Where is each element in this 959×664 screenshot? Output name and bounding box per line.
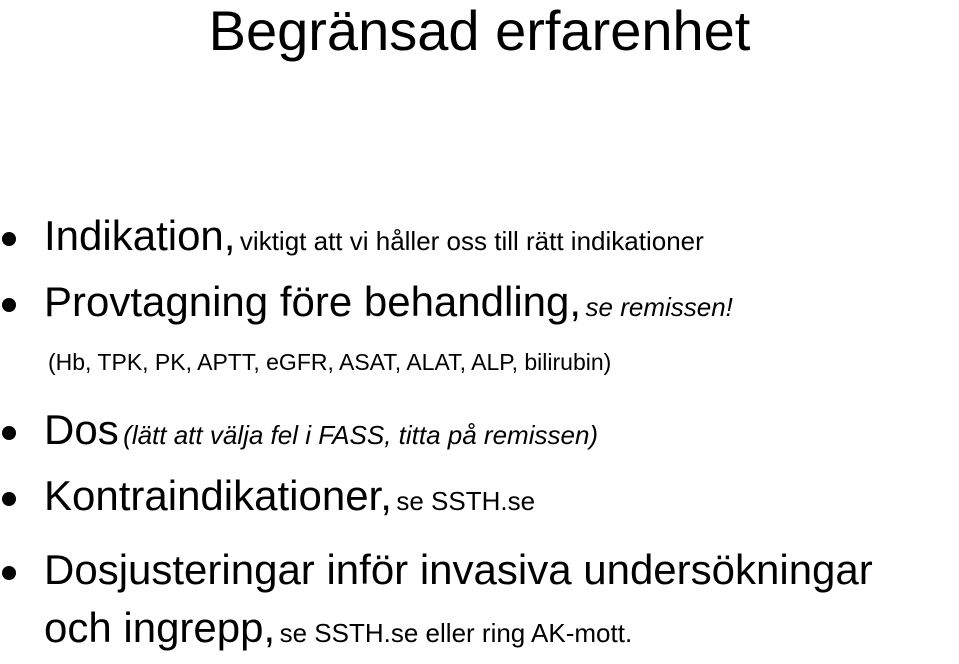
bullet-line xyxy=(44,276,733,338)
bullet-main-text: Indikation, xyxy=(44,212,236,259)
bullet-dot-icon xyxy=(2,298,16,312)
bullet-main-text: Dos xyxy=(44,406,119,453)
bullet-dot-icon xyxy=(2,492,16,506)
bullet-subline-lab-tests: (Hb, TPK, PK, APTT, eGFR, ASAT, ALAT, ALP, bilirubin) xyxy=(48,349,612,375)
bullet-main-text-line2: och ingrepp, xyxy=(44,604,276,651)
bullet-detail-text: viktigt att vi håller oss till rätt indikationer xyxy=(239,226,704,256)
bullet-main-text-line1: Dosjusteringar inför invasiva undersökningar xyxy=(44,546,873,593)
bullet-line xyxy=(44,470,535,532)
bullet-main-text: Provtagning före behandling, xyxy=(44,278,582,325)
bullet-detail-text: se SSTH.se eller ring AK-mott. xyxy=(279,618,633,648)
bullet-detail-text: (lätt att välja fel i FASS, titta på remissen) xyxy=(123,420,599,450)
bullet-main-text: Kontraindikationer, xyxy=(44,472,392,519)
bullet-dot-icon xyxy=(2,232,16,246)
bullet-line xyxy=(44,210,704,272)
bullet-dot-icon xyxy=(2,426,16,440)
bullet-line xyxy=(44,404,598,466)
bullet-line xyxy=(44,602,632,664)
bullet-detail-text: se SSTH.se xyxy=(396,486,536,516)
slide-title: Begränsad erfarenhet xyxy=(208,0,751,62)
bullet-detail-text: se remissen! xyxy=(585,292,733,322)
bullet-dot-icon xyxy=(2,566,16,580)
